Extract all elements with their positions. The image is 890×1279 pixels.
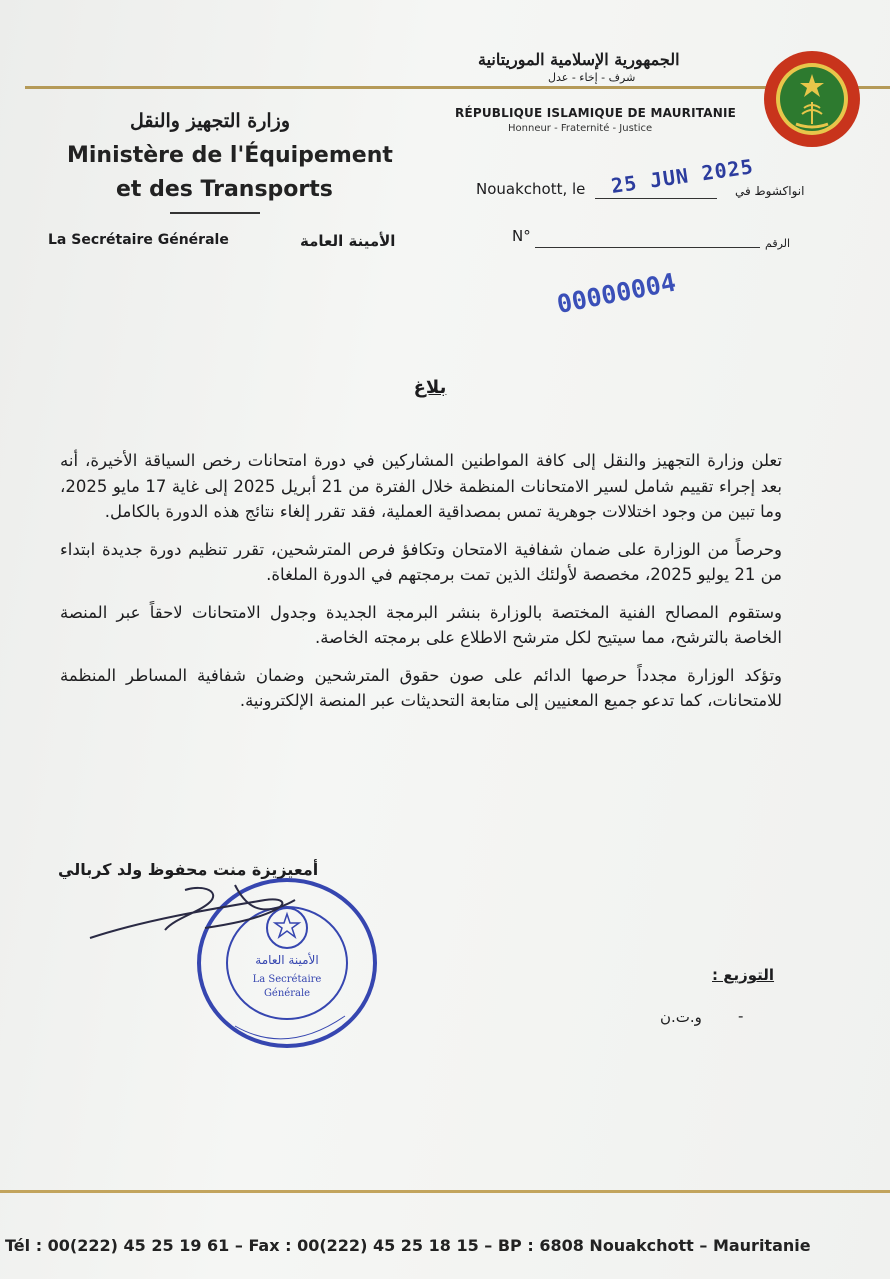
stamp-center-french-1: La Secrétaire xyxy=(252,974,322,985)
place-label-arabic: انواكشوط في xyxy=(735,184,805,198)
document-title: بلاغ xyxy=(413,377,447,398)
stamp-center-arabic: الأمينة العامة xyxy=(255,953,319,967)
ministry-name-arabic: وزارة التجهيز والنقل xyxy=(130,110,291,132)
office-arabic: الأمينة العامة xyxy=(300,232,396,250)
place-label-french: Nouakchott, le xyxy=(476,180,586,198)
footer-contact: Tél : 00(222) 45 25 19 61 – Fax : 00(222) 45 25 18 15 – BP : 6808 Nouakchott – Mauritanie xyxy=(5,1236,811,1255)
motto-arabic: شرف - إخاء - عدل xyxy=(548,71,636,84)
body-paragraph-2: وحرصاً من الوزارة على ضمان شفافية الامتحان وتكافؤ فرص المترشحين، تقرر تنظيم دورة جديدة ابتداء من 21 يوليو 2025، مخصصة لأولئك الذين تمت برمجتهم في الدورة الملغاة. xyxy=(60,539,782,584)
ministry-name-french-line1: Ministère de l'Équipement xyxy=(67,143,393,168)
republic-name-arabic: الجمهورية الإسلامية الموريتانية xyxy=(478,50,680,69)
footer-rule xyxy=(0,1190,890,1193)
republic-name-french: RÉPUBLIQUE ISLAMIQUE DE MAURITANIE xyxy=(455,106,737,120)
stamp-center-french-2: Générale xyxy=(263,988,311,999)
national-seal-icon xyxy=(762,50,862,148)
ministry-divider xyxy=(170,212,260,214)
number-label-french: N° xyxy=(512,227,531,245)
announcement-body xyxy=(60,448,782,726)
number-underline xyxy=(535,247,760,248)
distribution-item: و.ت.ن xyxy=(660,1008,702,1026)
date-stamp: 25 JUN 2025 xyxy=(609,154,756,198)
ministry-name-french-line2: et des Transports xyxy=(116,177,333,202)
motto-french: Honneur - Fraternité - Justice xyxy=(508,123,653,134)
reference-number-stamp: 00000004 xyxy=(554,267,679,319)
distribution-title: التوزيع : xyxy=(712,966,775,984)
date-underline xyxy=(595,198,717,199)
header-rule xyxy=(25,86,890,89)
signer-name: أمعيزيزة منت محفوظ ولد كربالي xyxy=(58,860,319,879)
office-french: La Secrétaire Générale xyxy=(48,232,229,248)
number-label-arabic: الرقم xyxy=(765,237,791,250)
body-paragraph-4: وتؤكد الوزارة مجدداً حرصها الدائم على صون حقوق المترشحين وضمان شفافية المساطر المنظمة للامتحانات، كما تدعو جميع المعنيين إلى متابعة التحديثات عبر المنصة الإلكترونية. xyxy=(60,665,782,710)
body-paragraph-1: تعلن وزارة التجهيز والنقل إلى كافة المواطنين المشاركين في دورة امتحانات رخص السياقة الأخيرة، أنه بعد إجراء تقييم شامل لسير الامتحانات المنظمة خلال الفترة من 21 أبريل 2025 إلى غاية 17 مايو 2025، وما تبين من وجود اختلالات جوهرية تمس بمصداقية العملية، فقد تقرر إلغاء نتائج هذه الدورة بالكامل. xyxy=(60,451,782,521)
handwritten-signature-icon xyxy=(85,880,315,950)
body-paragraph-3: وستقوم المصالح الفنية المختصة بالوزارة بنشر البرمجة الجديدة وجدول الامتحانات لاحقاً عبر المنصة الخاصة بالترشح، مما سيتيح لكل مترشح الاطلاع على برمجته الخاصة. xyxy=(60,602,782,647)
distribution-bullet: - xyxy=(738,1007,744,1025)
